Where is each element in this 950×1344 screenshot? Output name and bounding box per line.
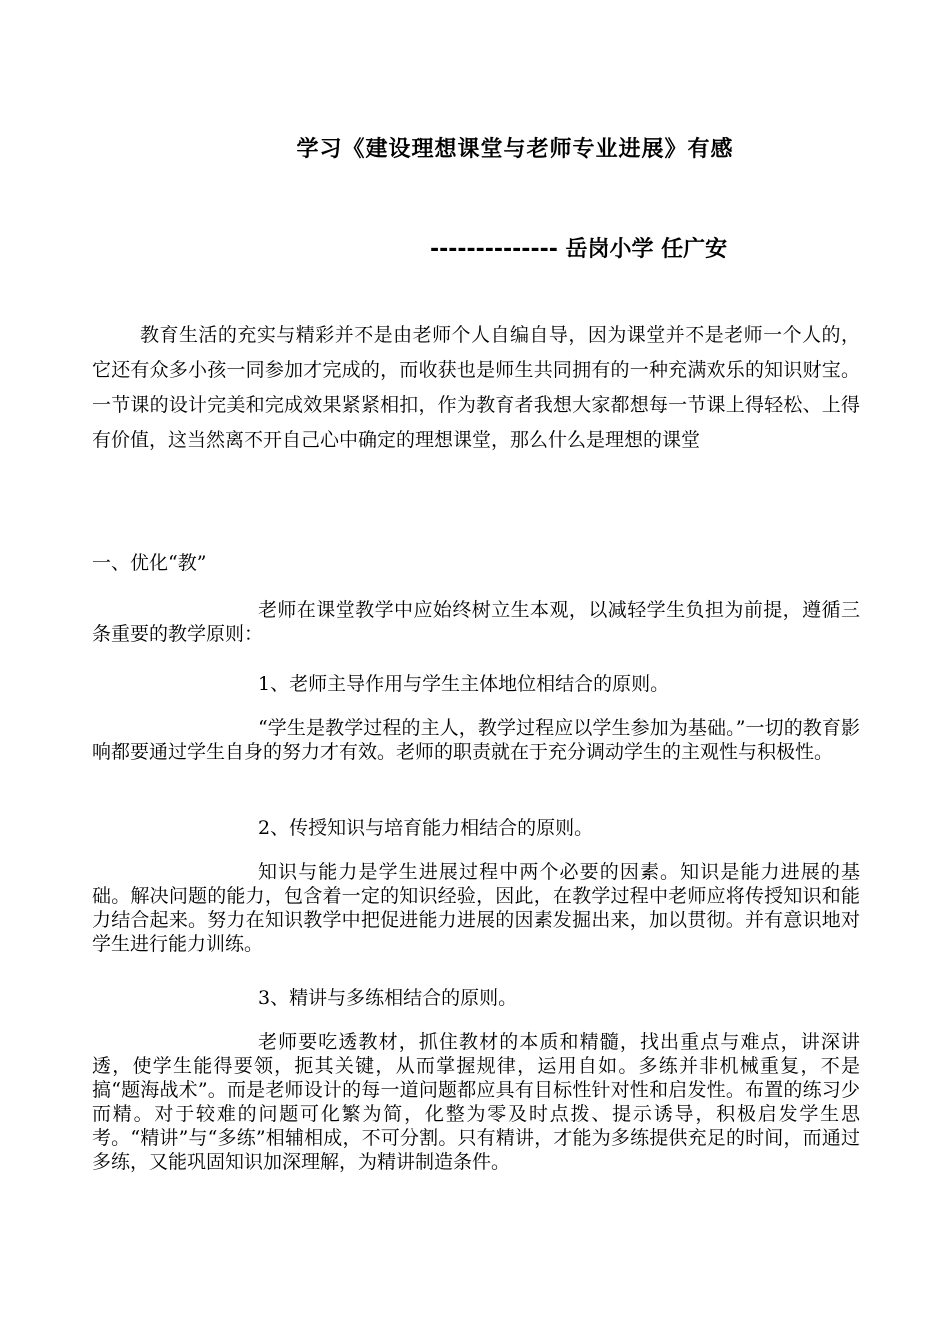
- intro-paragraph: 教育生活的充实与精彩并不是由老师个人自编自导，因为课堂并不是老师一个人的，它还有众多小孩一同参加才完成的，而收获也是师生共同拥有的一种充满欢乐的知识财宝。一节课的设计完美和完成效果紧紧相扣，作为教育者我想大家都想每一节课上得轻松、上得有价值，这当然离不开自己心中确定的理想课堂，那么什么是理想的课堂: [92, 324, 860, 451]
- principle-body-2: 知识与能力是学生进展过程中两个必要的因素。知识是能力进展的基础。解决问题的能力，包含着一定的知识经验，因此，在教学过程中老师应将传授知识和能力结合起来。努力在知识教学中把促进能力进展的因素发掘出来，加以贯彻。并有意识地对学生进行能力训练。: [92, 861, 860, 955]
- principle-body-1: “学生是教学过程的主人，教学过程应以学生参加为基础。”一切的教育影响都要通过学生自身的努力才有效。老师的职责就在于充分调动学生的主观性与积极性。: [92, 717, 860, 763]
- author-line: -------------- 岳岗小学 任广安: [430, 237, 728, 262]
- principle-body-3: 老师要吃透教材，抓住教材的本质和精髓，找出重点与难点，讲深讲透，使学生能得要领，扼其关键，从而掌握规律，运用自如。多练并非机械重复，不是搞“题海战术”。而是老师设计的每一道问题都应具有目标性针对性和启发性。布置的练习少而精。对于较难的问题可化繁为简，化整为零及时点拨、提示诱导，积极启发学生思考。“精讲”与“多练”相辅相成，不可分割。只有精讲，才能为多练提供充足的时间，而通过多练，又能巩固知识加深理解，为精讲制造条件。: [92, 1031, 860, 1173]
- principle-heading-3: 3、精讲与多练相结合的原则。: [258, 987, 518, 1009]
- principle-heading-2: 2、传授知识与培育能力相结合的原则。: [258, 817, 594, 839]
- section-intro-paragraph: 老师在课堂教学中应始终树立生本观，以减轻学生负担为前提，遵循三条重要的教学原则：: [92, 599, 860, 645]
- section-heading: 一、优化“教”: [92, 552, 207, 574]
- principle-heading-1: 1、老师主导作用与学生主体地位相结合的原则。: [258, 673, 670, 695]
- document-title: 学习《建设理想课堂与老师专业进展》有感: [296, 137, 734, 162]
